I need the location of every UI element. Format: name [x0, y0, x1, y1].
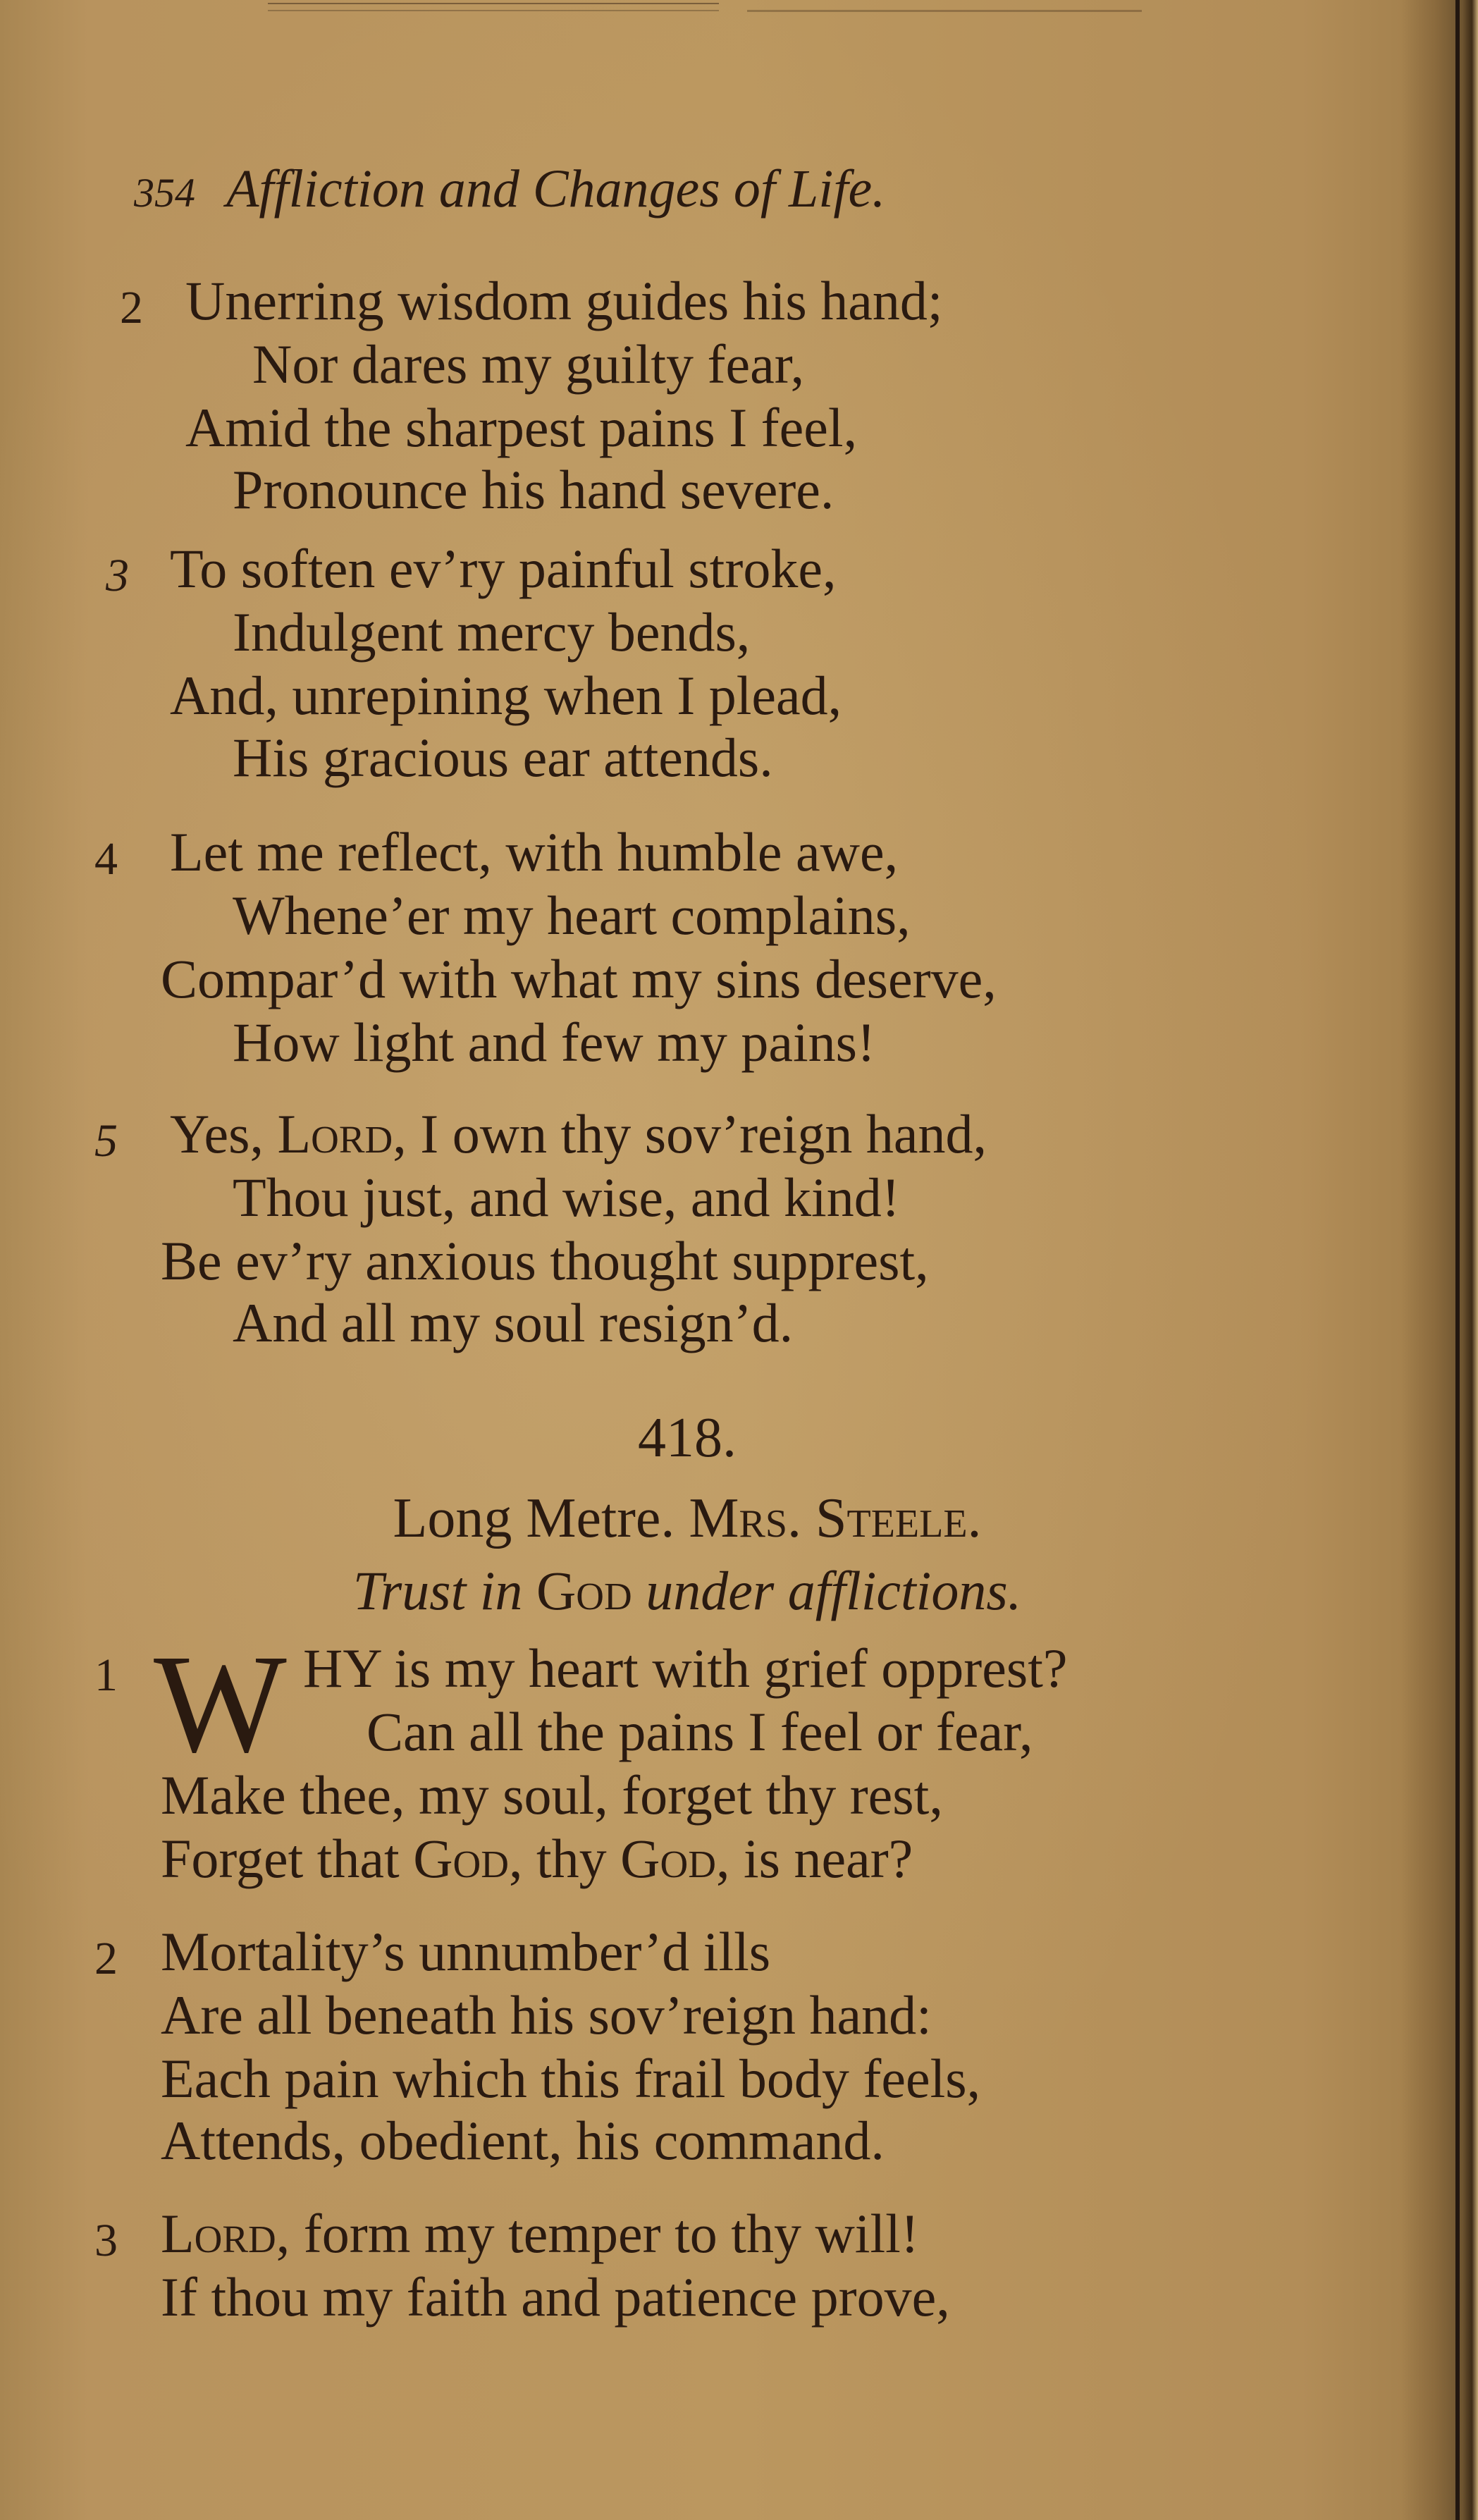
verse-line: Be ev’ry anxious thought supprest, — [161, 1230, 929, 1291]
author-name: Steele. — [815, 1487, 982, 1549]
verse-line: Are all beneath his sov’reign hand: — [161, 1984, 932, 2046]
verse-number: 5 — [94, 1115, 118, 1167]
small-caps-god: God — [413, 1828, 509, 1889]
text-segment: Forget that — [161, 1828, 414, 1889]
verse-line: Nor dares my guilty fear, — [252, 333, 805, 395]
verse-line: Can all the pains I feel or fear, — [367, 1701, 1033, 1762]
page-header — [134, 159, 886, 219]
text-segment: under afflictions. — [632, 1560, 1022, 1621]
verse-line: Thou just, and wise, and kind! — [233, 1167, 900, 1228]
book-spine-edge — [1455, 0, 1460, 2520]
verse-line: Let me reflect, with humble awe, — [170, 821, 899, 883]
verse-line — [161, 1828, 913, 1889]
page-number: 354 — [134, 170, 195, 216]
verse-number: 1 — [94, 1649, 118, 1701]
verse-number: 3 — [94, 2215, 118, 2266]
hymn-title — [0, 1560, 1374, 1621]
verse-line: Mortality’s unnumber’d ills — [161, 1921, 771, 1982]
small-caps-god: God — [536, 1560, 632, 1621]
hymn-metre: Long Metre. — [393, 1487, 675, 1549]
text-segment: , form my temper to thy will! — [276, 2203, 919, 2264]
verse-line: Attends, obedient, his command. — [161, 2110, 885, 2171]
small-caps-lord: Lord — [161, 2203, 276, 2264]
verse-number: 2 — [120, 282, 143, 333]
text-segment: , I own thy sov’reign hand, — [393, 1103, 987, 1164]
text-segment: Trust in — [352, 1560, 536, 1621]
verse-line: Amid the sharpest pains I feel, — [185, 397, 858, 458]
verse-number: 2 — [94, 1933, 118, 1984]
verse-line: And all my soul resign’d. — [233, 1292, 794, 1353]
verse-line: And, unrepining when I plead, — [170, 665, 842, 726]
verse-line: Whene’er my heart complains, — [233, 885, 911, 946]
verse-line: Pronounce his hand severe. — [233, 459, 835, 520]
verse-line: Compar’d with what my sins deserve, — [161, 948, 997, 1009]
drop-cap: W — [154, 1626, 287, 1782]
verse-line: His gracious ear attends. — [233, 727, 773, 788]
verse-line: Unerring wisdom guides his hand; — [185, 270, 943, 331]
text-segment: , thy — [508, 1828, 621, 1889]
verse-line: HY is my heart with grief opprest? — [303, 1637, 1068, 1699]
hymn-metre-author — [0, 1487, 1374, 1549]
verse-line: If thou my faith and patience prove, — [161, 2266, 950, 2328]
top-rule-secondary — [747, 10, 1142, 12]
book-spine-shadow — [1400, 0, 1478, 2520]
author-prefix: Mrs. — [689, 1487, 801, 1549]
verse-line: How light and few my pains! — [233, 1012, 876, 1073]
verse-line: Indulgent mercy bends, — [233, 601, 751, 663]
verse-line — [161, 2203, 919, 2264]
text-segment: , is near? — [715, 1828, 913, 1889]
running-head: Affliction and Changes of Life. — [226, 159, 886, 219]
text-segment: Yes, — [170, 1103, 278, 1164]
small-caps-lord: Lord — [277, 1103, 393, 1164]
verse-number: 3 — [106, 550, 129, 601]
verse-line: To soften ev’ry painful stroke, — [170, 538, 837, 599]
small-caps-god: God — [620, 1828, 716, 1889]
verse-line: Each pain which this frail body feels, — [161, 2048, 981, 2109]
verse-number: 4 — [94, 833, 118, 885]
verse-line: Make thee, my soul, forget thy rest, — [161, 1764, 943, 1826]
verse-line — [170, 1103, 987, 1164]
hymn-number: 418. — [638, 1407, 737, 1469]
top-rule — [268, 3, 719, 11]
